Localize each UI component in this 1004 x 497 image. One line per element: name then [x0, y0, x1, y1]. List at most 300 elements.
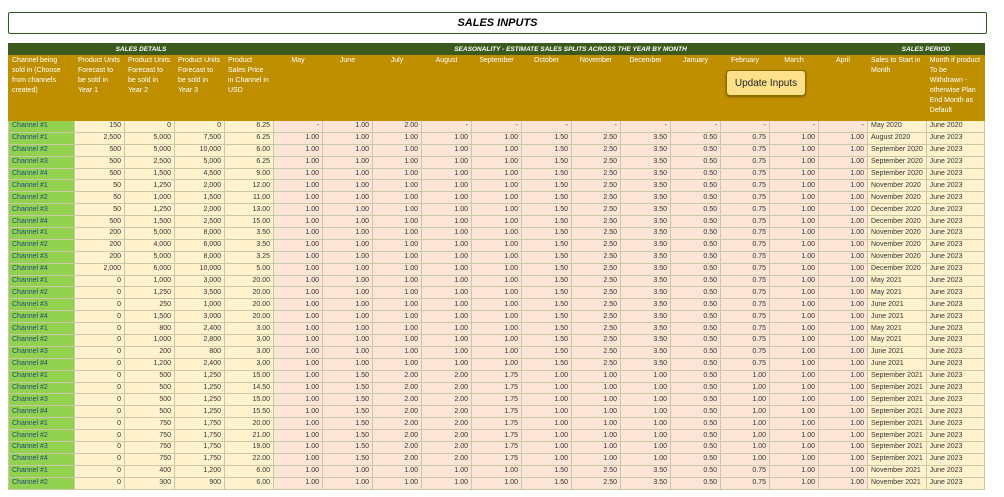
seasonality-cell[interactable]: 1.00 — [422, 144, 472, 156]
price-cell[interactable]: 15.00 — [225, 216, 274, 228]
seasonality-cell[interactable]: 3.50 — [621, 168, 671, 180]
seasonality-cell[interactable]: 1.00 — [323, 168, 373, 180]
seasonality-cell[interactable]: 1.00 — [274, 144, 323, 156]
seasonality-cell[interactable]: 1.00 — [770, 453, 819, 465]
seasonality-cell[interactable]: 3.50 — [621, 323, 671, 335]
price-cell[interactable]: 20.00 — [225, 275, 274, 287]
units-year1-cell[interactable]: 2,500 — [75, 132, 125, 144]
price-cell[interactable]: 20.00 — [225, 287, 274, 299]
seasonality-cell[interactable]: 1.00 — [572, 418, 621, 430]
seasonality-cell[interactable]: 3.50 — [621, 204, 671, 216]
seasonality-cell[interactable]: 1.00 — [770, 394, 819, 406]
price-cell[interactable]: 3.00 — [225, 346, 274, 358]
seasonality-cell[interactable]: 1.00 — [323, 192, 373, 204]
price-cell[interactable]: 15.00 — [225, 394, 274, 406]
seasonality-cell[interactable]: 2.00 — [422, 370, 472, 382]
seasonality-cell[interactable]: 2.50 — [572, 132, 621, 144]
units-year2-cell[interactable]: 250 — [125, 299, 175, 311]
seasonality-cell[interactable]: 1.00 — [472, 299, 522, 311]
seasonality-cell[interactable]: 1.00 — [621, 453, 671, 465]
seasonality-cell[interactable]: 1.00 — [819, 275, 868, 287]
sales-start-cell[interactable]: September 2020 — [868, 144, 927, 156]
units-year3-cell[interactable]: 1,500 — [175, 192, 225, 204]
seasonality-cell[interactable]: 3.50 — [621, 477, 671, 489]
seasonality-cell[interactable]: 1.00 — [819, 465, 868, 477]
seasonality-cell[interactable]: 0.75 — [721, 335, 770, 347]
seasonality-cell[interactable]: 1.00 — [422, 216, 472, 228]
units-year3-cell[interactable]: 1,750 — [175, 453, 225, 465]
sales-end-cell[interactable]: June 2023 — [926, 453, 984, 465]
seasonality-cell[interactable]: 1.00 — [274, 406, 323, 418]
seasonality-cell[interactable]: 0.50 — [671, 192, 721, 204]
seasonality-cell[interactable]: 1.00 — [323, 358, 373, 370]
units-year1-cell[interactable]: 500 — [75, 168, 125, 180]
seasonality-cell[interactable]: 1.00 — [770, 287, 819, 299]
seasonality-cell[interactable]: 1.75 — [472, 430, 522, 442]
seasonality-cell[interactable]: 1.00 — [770, 358, 819, 370]
seasonality-cell[interactable]: 1.50 — [323, 406, 373, 418]
units-year2-cell[interactable]: 750 — [125, 453, 175, 465]
seasonality-cell[interactable]: 1.00 — [572, 430, 621, 442]
seasonality-cell[interactable]: 1.00 — [323, 335, 373, 347]
seasonality-cell[interactable]: 1.00 — [770, 477, 819, 489]
seasonality-cell[interactable]: 0.50 — [671, 275, 721, 287]
seasonality-cell[interactable]: 1.00 — [819, 430, 868, 442]
seasonality-cell[interactable]: 1.00 — [819, 323, 868, 335]
price-cell[interactable]: 20.00 — [225, 311, 274, 323]
units-year2-cell[interactable]: 5,000 — [125, 251, 175, 263]
seasonality-cell[interactable]: - — [721, 121, 770, 133]
seasonality-cell[interactable]: 1.00 — [472, 144, 522, 156]
seasonality-cell[interactable]: 2.50 — [572, 180, 621, 192]
seasonality-cell[interactable]: 2.50 — [572, 263, 621, 275]
channel-cell[interactable]: Channel #1 — [9, 418, 75, 430]
units-year2-cell[interactable]: 5,000 — [125, 228, 175, 240]
seasonality-cell[interactable]: 1.00 — [472, 251, 522, 263]
sales-start-cell[interactable]: June 2021 — [868, 346, 927, 358]
seasonality-cell[interactable]: 1.50 — [522, 358, 572, 370]
sales-end-cell[interactable]: June 2023 — [926, 370, 984, 382]
sales-end-cell[interactable]: June 2023 — [926, 180, 984, 192]
seasonality-cell[interactable]: 1.00 — [323, 346, 373, 358]
sales-end-cell[interactable]: June 2023 — [926, 228, 984, 240]
seasonality-cell[interactable]: 1.75 — [472, 382, 522, 394]
seasonality-cell[interactable]: 0.75 — [721, 465, 770, 477]
seasonality-cell[interactable]: 1.50 — [522, 228, 572, 240]
seasonality-cell[interactable]: 1.00 — [274, 358, 323, 370]
seasonality-cell[interactable]: 1.00 — [472, 275, 522, 287]
seasonality-cell[interactable]: 1.00 — [373, 168, 422, 180]
seasonality-cell[interactable]: 1.00 — [323, 180, 373, 192]
units-year3-cell[interactable]: 2,400 — [175, 358, 225, 370]
seasonality-cell[interactable]: 0.75 — [721, 156, 770, 168]
sales-end-cell[interactable]: June 2023 — [926, 311, 984, 323]
seasonality-cell[interactable]: 1.50 — [522, 323, 572, 335]
units-year3-cell[interactable]: 3,000 — [175, 275, 225, 287]
units-year2-cell[interactable]: 750 — [125, 430, 175, 442]
units-year1-cell[interactable]: 0 — [75, 275, 125, 287]
seasonality-cell[interactable]: 1.00 — [323, 287, 373, 299]
price-cell[interactable]: 22.00 — [225, 453, 274, 465]
seasonality-cell[interactable]: 0.75 — [721, 287, 770, 299]
units-year2-cell[interactable]: 500 — [125, 394, 175, 406]
channel-cell[interactable]: Channel #2 — [9, 287, 75, 299]
seasonality-cell[interactable]: 1.00 — [422, 287, 472, 299]
seasonality-cell[interactable]: 0.75 — [721, 263, 770, 275]
price-cell[interactable]: 20.00 — [225, 299, 274, 311]
seasonality-cell[interactable]: 1.00 — [770, 132, 819, 144]
seasonality-cell[interactable]: 1.50 — [522, 239, 572, 251]
seasonality-cell[interactable]: 0.75 — [721, 299, 770, 311]
seasonality-cell[interactable]: 1.00 — [819, 406, 868, 418]
price-cell[interactable]: 15.00 — [225, 370, 274, 382]
seasonality-cell[interactable]: 2.50 — [572, 144, 621, 156]
units-year1-cell[interactable]: 0 — [75, 430, 125, 442]
seasonality-cell[interactable]: 1.75 — [472, 370, 522, 382]
seasonality-cell[interactable]: 1.00 — [472, 168, 522, 180]
seasonality-cell[interactable]: 1.50 — [522, 156, 572, 168]
seasonality-cell[interactable]: 1.50 — [522, 216, 572, 228]
seasonality-cell[interactable]: 1.00 — [274, 168, 323, 180]
seasonality-cell[interactable]: 1.00 — [472, 323, 522, 335]
seasonality-cell[interactable]: 1.00 — [323, 263, 373, 275]
seasonality-cell[interactable]: 1.50 — [522, 335, 572, 347]
sales-start-cell[interactable]: May 2020 — [868, 121, 927, 133]
units-year2-cell[interactable]: 1,200 — [125, 358, 175, 370]
seasonality-cell[interactable]: 2.00 — [373, 453, 422, 465]
units-year3-cell[interactable]: 1,000 — [175, 299, 225, 311]
sales-start-cell[interactable]: May 2021 — [868, 335, 927, 347]
units-year3-cell[interactable]: 8,000 — [175, 251, 225, 263]
seasonality-cell[interactable]: 2.00 — [422, 453, 472, 465]
seasonality-cell[interactable]: 2.00 — [373, 418, 422, 430]
seasonality-cell[interactable]: 1.00 — [422, 251, 472, 263]
seasonality-cell[interactable]: 1.00 — [770, 406, 819, 418]
units-year2-cell[interactable]: 1,000 — [125, 192, 175, 204]
seasonality-cell[interactable]: 1.00 — [770, 370, 819, 382]
seasonality-cell[interactable]: 1.00 — [819, 311, 868, 323]
units-year1-cell[interactable]: 200 — [75, 251, 125, 263]
seasonality-cell[interactable]: 1.00 — [819, 299, 868, 311]
seasonality-cell[interactable]: 1.75 — [472, 453, 522, 465]
seasonality-cell[interactable]: 1.50 — [522, 465, 572, 477]
seasonality-cell[interactable]: 1.50 — [522, 346, 572, 358]
seasonality-cell[interactable]: 1.00 — [819, 192, 868, 204]
sales-end-cell[interactable]: June 2023 — [926, 156, 984, 168]
seasonality-cell[interactable]: 1.00 — [323, 204, 373, 216]
units-year2-cell[interactable]: 1,250 — [125, 180, 175, 192]
seasonality-cell[interactable]: - — [671, 121, 721, 133]
units-year3-cell[interactable]: 1,250 — [175, 370, 225, 382]
seasonality-cell[interactable]: 1.00 — [819, 442, 868, 454]
seasonality-cell[interactable]: - — [770, 121, 819, 133]
seasonality-cell[interactable]: 1.00 — [422, 180, 472, 192]
seasonality-cell[interactable]: 1.00 — [770, 382, 819, 394]
channel-cell[interactable]: Channel #2 — [9, 477, 75, 489]
seasonality-cell[interactable]: 1.00 — [819, 216, 868, 228]
seasonality-cell[interactable]: 1.00 — [819, 156, 868, 168]
seasonality-cell[interactable]: 1.00 — [572, 406, 621, 418]
seasonality-cell[interactable]: 1.00 — [621, 442, 671, 454]
units-year2-cell[interactable]: 5,000 — [125, 132, 175, 144]
seasonality-cell[interactable]: 1.50 — [522, 144, 572, 156]
sales-start-cell[interactable]: June 2021 — [868, 299, 927, 311]
seasonality-cell[interactable]: 1.00 — [770, 192, 819, 204]
seasonality-cell[interactable]: 1.00 — [274, 430, 323, 442]
seasonality-cell[interactable]: 2.00 — [373, 370, 422, 382]
seasonality-cell[interactable]: 2.50 — [572, 216, 621, 228]
seasonality-cell[interactable]: 3.50 — [621, 311, 671, 323]
seasonality-cell[interactable]: 1.00 — [770, 346, 819, 358]
seasonality-cell[interactable]: 1.00 — [770, 430, 819, 442]
seasonality-cell[interactable]: 0.50 — [671, 228, 721, 240]
seasonality-cell[interactable]: 1.00 — [323, 121, 373, 133]
sales-end-cell[interactable]: June 2023 — [926, 239, 984, 251]
units-year2-cell[interactable]: 500 — [125, 406, 175, 418]
channel-cell[interactable]: Channel #3 — [9, 251, 75, 263]
seasonality-cell[interactable]: 1.00 — [373, 263, 422, 275]
seasonality-cell[interactable]: 1.00 — [323, 251, 373, 263]
seasonality-cell[interactable]: 2.50 — [572, 275, 621, 287]
seasonality-cell[interactable]: 0.50 — [671, 144, 721, 156]
seasonality-cell[interactable]: 2.00 — [373, 430, 422, 442]
seasonality-cell[interactable]: 1.00 — [770, 204, 819, 216]
seasonality-cell[interactable]: 1.00 — [274, 132, 323, 144]
seasonality-cell[interactable]: 2.00 — [422, 430, 472, 442]
seasonality-cell[interactable]: 1.00 — [274, 382, 323, 394]
units-year1-cell[interactable]: 200 — [75, 239, 125, 251]
sales-start-cell[interactable]: November 2020 — [868, 228, 927, 240]
seasonality-cell[interactable]: 0.50 — [671, 180, 721, 192]
seasonality-cell[interactable]: 1.00 — [422, 228, 472, 240]
seasonality-cell[interactable]: 3.50 — [621, 144, 671, 156]
seasonality-cell[interactable]: 1.00 — [522, 394, 572, 406]
seasonality-cell[interactable]: 2.00 — [373, 442, 422, 454]
seasonality-cell[interactable]: 1.00 — [274, 263, 323, 275]
seasonality-cell[interactable]: 0.50 — [671, 430, 721, 442]
units-year3-cell[interactable]: 800 — [175, 346, 225, 358]
seasonality-cell[interactable]: 0.50 — [671, 204, 721, 216]
seasonality-cell[interactable]: 1.00 — [770, 251, 819, 263]
seasonality-cell[interactable]: 2.50 — [572, 465, 621, 477]
seasonality-cell[interactable]: 1.00 — [274, 394, 323, 406]
sales-end-cell[interactable]: June 2023 — [926, 418, 984, 430]
sales-start-cell[interactable]: September 2021 — [868, 370, 927, 382]
seasonality-cell[interactable]: 0.75 — [721, 216, 770, 228]
seasonality-cell[interactable]: 1.00 — [472, 216, 522, 228]
units-year2-cell[interactable]: 0 — [125, 121, 175, 133]
seasonality-cell[interactable]: 1.00 — [770, 180, 819, 192]
units-year2-cell[interactable]: 800 — [125, 323, 175, 335]
seasonality-cell[interactable]: 3.50 — [621, 251, 671, 263]
seasonality-cell[interactable]: 1.00 — [323, 299, 373, 311]
seasonality-cell[interactable]: 1.00 — [472, 180, 522, 192]
units-year1-cell[interactable]: 0 — [75, 323, 125, 335]
seasonality-cell[interactable]: 2.50 — [572, 204, 621, 216]
seasonality-cell[interactable]: 1.00 — [472, 465, 522, 477]
seasonality-cell[interactable]: 1.00 — [373, 204, 422, 216]
units-year3-cell[interactable]: 10,000 — [175, 144, 225, 156]
seasonality-cell[interactable]: 1.00 — [522, 442, 572, 454]
seasonality-cell[interactable]: 1.00 — [819, 239, 868, 251]
seasonality-cell[interactable]: 1.00 — [274, 180, 323, 192]
seasonality-cell[interactable]: 2.50 — [572, 358, 621, 370]
seasonality-cell[interactable]: 0.75 — [721, 204, 770, 216]
seasonality-cell[interactable]: 3.50 — [621, 192, 671, 204]
channel-cell[interactable]: Channel #1 — [9, 370, 75, 382]
seasonality-cell[interactable]: 1.00 — [819, 180, 868, 192]
seasonality-cell[interactable]: 1.00 — [472, 192, 522, 204]
seasonality-cell[interactable]: 2.50 — [572, 287, 621, 299]
seasonality-cell[interactable]: 2.50 — [572, 311, 621, 323]
seasonality-cell[interactable]: 2.50 — [572, 251, 621, 263]
seasonality-cell[interactable]: 3.50 — [621, 465, 671, 477]
seasonality-cell[interactable]: 3.50 — [621, 228, 671, 240]
sales-start-cell[interactable]: November 2020 — [868, 180, 927, 192]
channel-cell[interactable]: Channel #4 — [9, 311, 75, 323]
seasonality-cell[interactable]: 2.00 — [373, 382, 422, 394]
sales-end-cell[interactable]: June 2023 — [926, 144, 984, 156]
seasonality-cell[interactable]: 1.00 — [274, 251, 323, 263]
price-cell[interactable]: 14.50 — [225, 382, 274, 394]
sales-end-cell[interactable]: June 2023 — [926, 168, 984, 180]
seasonality-cell[interactable]: 1.00 — [770, 311, 819, 323]
units-year1-cell[interactable]: 50 — [75, 204, 125, 216]
channel-cell[interactable]: Channel #1 — [9, 132, 75, 144]
units-year3-cell[interactable]: 8,000 — [175, 228, 225, 240]
seasonality-cell[interactable]: 1.50 — [522, 311, 572, 323]
seasonality-cell[interactable]: 1.00 — [274, 275, 323, 287]
seasonality-cell[interactable]: 1.50 — [522, 180, 572, 192]
seasonality-cell[interactable]: 1.00 — [819, 370, 868, 382]
sales-end-cell[interactable]: June 2023 — [926, 216, 984, 228]
seasonality-cell[interactable]: 0.50 — [671, 442, 721, 454]
sales-end-cell[interactable]: June 2023 — [926, 394, 984, 406]
units-year2-cell[interactable]: 400 — [125, 465, 175, 477]
seasonality-cell[interactable]: - — [819, 121, 868, 133]
seasonality-cell[interactable]: 1.00 — [373, 192, 422, 204]
price-cell[interactable]: 6.00 — [225, 465, 274, 477]
price-cell[interactable]: 5.00 — [225, 263, 274, 275]
seasonality-cell[interactable]: 0.75 — [721, 180, 770, 192]
seasonality-cell[interactable]: 1.00 — [472, 263, 522, 275]
units-year2-cell[interactable]: 750 — [125, 442, 175, 454]
seasonality-cell[interactable]: 1.00 — [819, 382, 868, 394]
seasonality-cell[interactable]: 1.00 — [274, 335, 323, 347]
sales-start-cell[interactable]: September 2021 — [868, 453, 927, 465]
seasonality-cell[interactable]: - — [621, 121, 671, 133]
seasonality-cell[interactable]: 0.50 — [671, 418, 721, 430]
seasonality-cell[interactable]: 1.00 — [323, 156, 373, 168]
price-cell[interactable]: 6.00 — [225, 144, 274, 156]
seasonality-cell[interactable]: 1.00 — [323, 144, 373, 156]
seasonality-cell[interactable]: 1.00 — [373, 144, 422, 156]
price-cell[interactable]: 3.50 — [225, 228, 274, 240]
seasonality-cell[interactable]: 2.50 — [572, 156, 621, 168]
channel-cell[interactable]: Channel #2 — [9, 335, 75, 347]
seasonality-cell[interactable]: 1.50 — [323, 430, 373, 442]
seasonality-cell[interactable]: 1.00 — [274, 370, 323, 382]
seasonality-cell[interactable]: 1.75 — [472, 406, 522, 418]
seasonality-cell[interactable]: 1.00 — [373, 311, 422, 323]
seasonality-cell[interactable]: 1.00 — [472, 358, 522, 370]
sales-end-cell[interactable]: June 2023 — [926, 358, 984, 370]
seasonality-cell[interactable]: 0.50 — [671, 263, 721, 275]
seasonality-cell[interactable]: 1.00 — [770, 156, 819, 168]
units-year2-cell[interactable]: 1,000 — [125, 275, 175, 287]
seasonality-cell[interactable]: 1.00 — [422, 263, 472, 275]
units-year1-cell[interactable]: 150 — [75, 121, 125, 133]
seasonality-cell[interactable]: 1.00 — [373, 239, 422, 251]
units-year1-cell[interactable]: 0 — [75, 346, 125, 358]
channel-cell[interactable]: Channel #2 — [9, 239, 75, 251]
seasonality-cell[interactable]: 1.00 — [770, 465, 819, 477]
seasonality-cell[interactable]: 1.00 — [274, 465, 323, 477]
seasonality-cell[interactable]: 1.00 — [472, 346, 522, 358]
seasonality-cell[interactable]: 0.50 — [671, 216, 721, 228]
seasonality-cell[interactable]: 1.00 — [472, 239, 522, 251]
units-year1-cell[interactable]: 0 — [75, 287, 125, 299]
sales-start-cell[interactable]: September 2021 — [868, 406, 927, 418]
seasonality-cell[interactable]: 0.50 — [671, 323, 721, 335]
seasonality-cell[interactable]: 1.00 — [721, 430, 770, 442]
units-year2-cell[interactable]: 1,500 — [125, 311, 175, 323]
seasonality-cell[interactable]: 1.00 — [522, 418, 572, 430]
units-year3-cell[interactable]: 3,500 — [175, 287, 225, 299]
seasonality-cell[interactable]: 1.00 — [373, 156, 422, 168]
seasonality-cell[interactable]: 3.50 — [621, 180, 671, 192]
seasonality-cell[interactable]: 1.50 — [522, 168, 572, 180]
channel-cell[interactable]: Channel #2 — [9, 430, 75, 442]
seasonality-cell[interactable]: 1.00 — [572, 453, 621, 465]
seasonality-cell[interactable]: 1.00 — [422, 335, 472, 347]
seasonality-cell[interactable]: 1.00 — [472, 228, 522, 240]
seasonality-cell[interactable]: 1.00 — [274, 453, 323, 465]
seasonality-cell[interactable]: 1.00 — [621, 394, 671, 406]
seasonality-cell[interactable]: 1.00 — [819, 287, 868, 299]
seasonality-cell[interactable]: 1.00 — [770, 263, 819, 275]
seasonality-cell[interactable]: 1.00 — [373, 323, 422, 335]
units-year2-cell[interactable]: 750 — [125, 418, 175, 430]
units-year1-cell[interactable]: 0 — [75, 299, 125, 311]
seasonality-cell[interactable]: 1.00 — [572, 382, 621, 394]
seasonality-cell[interactable]: 0.50 — [671, 358, 721, 370]
seasonality-cell[interactable]: 1.00 — [770, 228, 819, 240]
seasonality-cell[interactable]: 2.50 — [572, 239, 621, 251]
price-cell[interactable]: 3.50 — [225, 239, 274, 251]
seasonality-cell[interactable]: 2.00 — [422, 418, 472, 430]
seasonality-cell[interactable]: 1.00 — [373, 228, 422, 240]
seasonality-cell[interactable]: 1.00 — [621, 382, 671, 394]
units-year3-cell[interactable]: 2,400 — [175, 323, 225, 335]
seasonality-cell[interactable]: 1.50 — [323, 382, 373, 394]
seasonality-cell[interactable]: 1.50 — [522, 299, 572, 311]
sales-end-cell[interactable]: June 2023 — [926, 335, 984, 347]
sales-start-cell[interactable]: December 2020 — [868, 216, 927, 228]
seasonality-cell[interactable]: 1.00 — [819, 263, 868, 275]
seasonality-cell[interactable]: 1.00 — [472, 156, 522, 168]
seasonality-cell[interactable]: 1.00 — [422, 204, 472, 216]
seasonality-cell[interactable]: 1.00 — [323, 228, 373, 240]
seasonality-cell[interactable]: 1.00 — [274, 216, 323, 228]
channel-cell[interactable]: Channel #4 — [9, 406, 75, 418]
units-year3-cell[interactable]: 1,200 — [175, 465, 225, 477]
seasonality-cell[interactable]: 1.00 — [472, 132, 522, 144]
channel-cell[interactable]: Channel #2 — [9, 382, 75, 394]
seasonality-cell[interactable]: 1.00 — [472, 287, 522, 299]
seasonality-cell[interactable]: 0.75 — [721, 251, 770, 263]
units-year1-cell[interactable]: 0 — [75, 453, 125, 465]
